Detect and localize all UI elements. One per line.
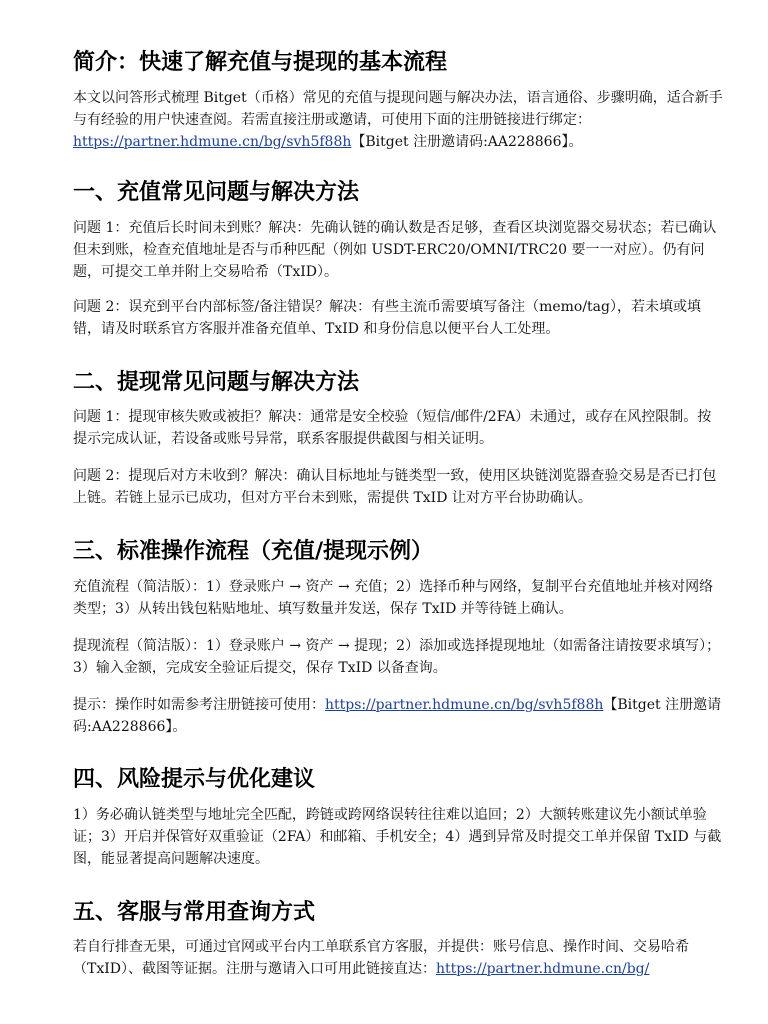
section5-register-link[interactable]: https://partner.hdmune.cn/bg/ — [436, 961, 650, 977]
section3-tip-text: 提示：操作时如需参考注册链接可使用： — [73, 697, 325, 713]
section3-register-link[interactable]: https://partner.hdmune.cn/bg/svh5f88h — [325, 697, 604, 713]
section2-heading: 二、提现常见问题与解决方法 — [73, 370, 360, 395]
section3-invite-code: 【Bitget 注册邀请码:AA228866】。 — [73, 697, 722, 735]
section4-text: 1）务必确认链类型与地址完全匹配，跨链或跨网络误转往往难以追回；2）大额转账建议先小额试单验证；3）开启并保管好双重验证（2FA）和邮箱、手机安全；4）遇到异常及时提交工单并保留 TxID 与截图，能显著提高问题解决速度。 — [73, 807, 722, 867]
intro-paragraph — [73, 87, 723, 153]
intro-invite-code: 【Bitget 注册邀请码:AA228866】。 — [351, 134, 583, 150]
section2-question1: 问题 1：提现审核失败或被拒？解决：通常是安全校验（短信/邮件/2FA）未通过，或存在风控限制。按提示完成认证，若设备或账号异常，联系客服提供截图与相关证明。 — [73, 409, 712, 447]
intro-heading: 简介：快速了解充值与提现的基本流程 — [73, 50, 448, 75]
section3-deposit-flow: 充值流程（简洁版）：1）登录账户 → 资产 → 充值；2）选择币种与网络，复制平台充值地址并核对网络类型；3）从转出钱包粘贴地址、填写数量并发送，保存 TxID 并等待链上确认。 — [73, 579, 714, 617]
intro-text: 本文以问答形式梳理 Bitget（币格）常见的充值与提现问题与解决办法，语言通俗、步骤明确，适合新手与有经验的用户快速查阅。若需直接注册或邀请，可使用下面的注册链接进行绑定： — [73, 90, 723, 128]
section5-text: 若自行排查无果，可通过官网或平台内工单联系官方客服，并提供：账号信息、操作时间、交易哈希（TxID）、截图等证据。注册与邀请入口可用此链接直达： — [73, 939, 689, 977]
section3-withdraw-flow: 提现流程（简洁版）：1）登录账户 → 资产 → 提现；2）添加或选择提现地址（如需备注请按要求填写）；3）输入金额，完成安全验证后提交，保存 TxID 以备查询。 — [73, 638, 721, 676]
section5-heading: 五、客服与常用查询方式 — [73, 900, 316, 925]
section4-heading: 四、风险提示与优化建议 — [73, 767, 316, 792]
section3-heading: 三、标准操作流程（充值/提现示例） — [73, 539, 434, 564]
section5-paragraph — [73, 936, 723, 980]
section3-tip — [73, 694, 723, 738]
intro-register-link[interactable]: https://partner.hdmune.cn/bg/svh5f88h — [73, 134, 352, 150]
section2-question2: 问题 2：提现后对方未收到？解决：确认目标地址与链类型一致，使用区块链浏览器查验交易是否已打包上链。若链上显示已成功，但对方平台未到账，需提供 TxID 让对方平台协助确认。 — [73, 468, 717, 506]
section1-question2: 问题 2：误充到平台内部标签/备注错误？解决：有些主流币需要填写备注（memo/tag），若未填或填错，请及时联系官方客服并准备充值单、TxID 和身份信息以便平台人工处理。 — [73, 299, 701, 337]
section1-question1: 问题 1：充值后长时间未到账？解决：先确认链的确认数是否足够，查看区块浏览器交易状态；若已确认但未到账，检查充值地址是否与币种匹配（例如 USDT-ERC20/OMNI/TRC20 要一一对应）。仍有问题，可提交工单并附上交易哈希（TxID）。 — [73, 220, 717, 280]
section1-heading: 一、充值常见问题与解决方法 — [73, 180, 360, 205]
